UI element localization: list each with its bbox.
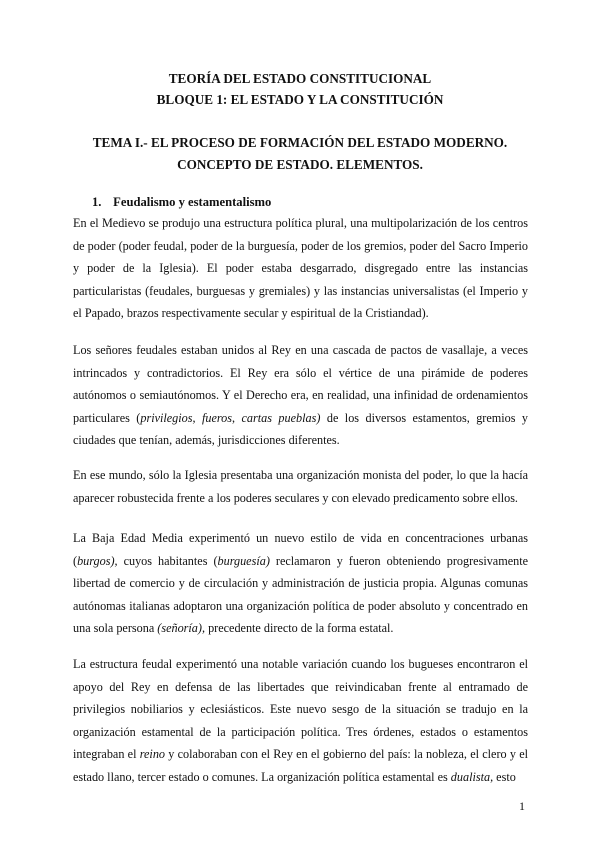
paragraph — [73, 464, 528, 509]
page-number: 1 — [519, 799, 525, 813]
text-run: precedente directo de la forma estatal. — [205, 621, 394, 636]
text-run: cuyos habitantes ( — [117, 553, 218, 568]
text-run: En ese mundo, sólo la Iglesia presentaba una organización monista del poder, lo que la hacía aparecer robustecida frente a los poderes seculares y con elevado predicamento sobre ellos. — [73, 468, 528, 505]
paragraph — [73, 339, 528, 452]
paragraph — [73, 653, 528, 789]
italic-text: (señoría), — [157, 621, 206, 636]
text-run: y colaboraban con el Rey en el gobierno del país: la nobleza, el clero y el estado llano, tercer estado o comunes. La organización política estamental es — [73, 747, 528, 784]
section-heading — [92, 195, 271, 210]
block-title: BLOQUE 1: EL ESTADO Y LA CONSTITUCIÓN — [156, 92, 444, 107]
italic-text: burgos), — [77, 553, 118, 568]
italic-text: dualista, — [450, 769, 494, 784]
text-run: reclamaron y fueron obteniendo progresivamente libertad de comercio y de circulación y administración de justicia propia. Algunas comunas autónomas italianas adoptaron una organización política de poder absoluto y concentrado en una sola persona — [73, 553, 528, 636]
italic-text: cartas pueblas) — [241, 410, 321, 425]
text-run: La estructura feudal experimentó una notable variación cuando los bugueses encontraron el apoyo del Rey en defensa de las libertades que reivindicaban frente al entramado de privilegios nobiliarios y eclesiásticos. Este nuevo sesgo de la situación se tradujo en la organización estamental de la participación política. Tres órdenes, estados o estamentos integraban el — [73, 657, 528, 762]
italic-text: burguesía) — [217, 553, 270, 568]
italic-text: privilegios, fueros — [140, 410, 233, 425]
text-run: de los diversos estamentos, gremios y ciudades que tenían, además, jurisdicciones diferentes. — [73, 410, 529, 448]
text-run: , — [232, 410, 242, 425]
text-run: Los señores feudales estaban unidos al Rey en una cascada de pactos de vasallaje, a veces intrincados y contradictorios. El Rey era sólo el vértice de una pirámide de poderes autónomos o semiautónomos. Y el Derecho era, en realidad, una infinidad de ordenamientos particulares ( — [73, 343, 528, 425]
text-run: esto — [493, 769, 516, 784]
topic-title: TEMA I.- EL PROCESO DE FORMACIÓN DEL ESTADO MODERNO. CONCEPTO DE ESTADO. ELEMENTOS. — [92, 135, 508, 172]
italic-text: reino — [139, 747, 166, 762]
section-number: 1. — [92, 195, 102, 209]
text-run: La Baja Edad Media experimentó un nuevo estilo de vida en concentraciones urbanas ( — [73, 531, 528, 568]
paragraph — [73, 527, 528, 640]
section-title: Feudalismo y estamentalismo — [113, 195, 272, 209]
text-run: En el Medievo se produjo una estructura política plural, una multipolarización de los centros de poder (poder feudal, poder de la burguesía, poder de los gremios, poder del Sacro Imperio y poder de la Iglesia). El poder estaba desgarrado, disgregado entre las instancias particularistas (feudales, burguesas y gremiales) y las instancias universalistas (el Imperio y el Papado, brazos respectivamente secular y espiritual de la Cristiandad). — [73, 216, 528, 321]
course-title: TEORÍA DEL ESTADO CONSTITUCIONAL — [168, 71, 432, 86]
paragraph — [73, 212, 528, 325]
